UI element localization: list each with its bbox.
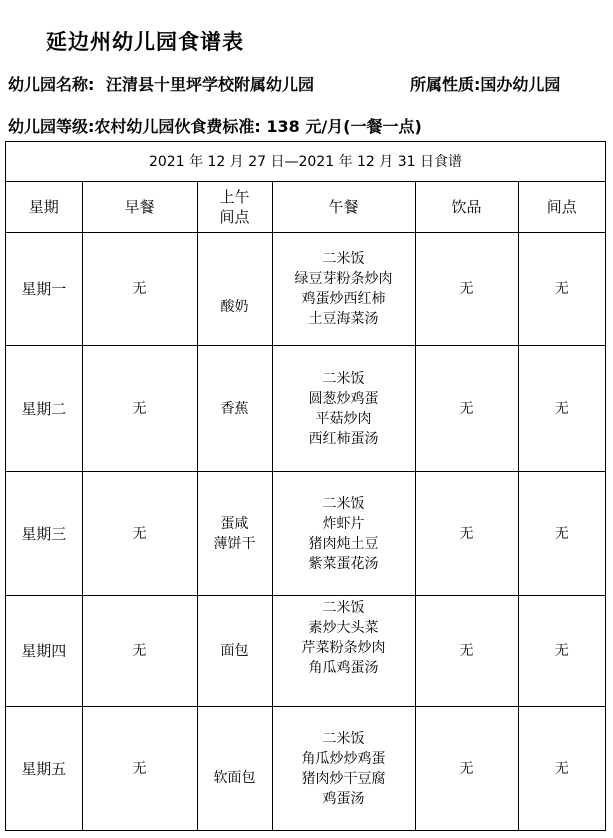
- table-row: [6, 596, 605, 707]
- snack-cell: 无: [518, 596, 605, 707]
- lunch-cell: [272, 596, 415, 707]
- lunch-item: 角瓜鸡蛋汤: [308, 660, 379, 676]
- header-lunch: 午餐: [272, 182, 415, 233]
- day-cell: 星期三: [6, 472, 82, 596]
- table-row: [6, 472, 605, 596]
- am-snack-cell: [197, 472, 272, 596]
- am-snack-cell: [197, 707, 272, 831]
- header-day: 星期: [6, 182, 82, 233]
- menu-table-frame: [5, 141, 606, 831]
- drink-cell: 无: [415, 346, 518, 472]
- snack-cell: 无: [518, 707, 605, 831]
- lunch-item: 芹菜粉条炒肉: [301, 640, 386, 656]
- table-row: [6, 346, 605, 472]
- breakfast-cell: 无: [82, 707, 197, 831]
- lunch-cell: [272, 233, 415, 346]
- lunch-item: 二米饭: [322, 251, 365, 267]
- lunch-item: 二米饭: [322, 495, 365, 512]
- am-snack-cell: [197, 596, 272, 707]
- lunch-item: 二米饭: [322, 370, 365, 387]
- lunch-item: 圆葱炒鸡蛋: [308, 390, 379, 407]
- grade-fee-line: 幼儿园等级:农村幼儿园伙食费标准: 138 元/月(一餐一点): [8, 117, 422, 136]
- lunch-item: 二米饭: [322, 600, 365, 616]
- kindergarten-name: 汪清县十里坪学校附属幼儿园: [105, 75, 314, 94]
- page-title: 延边州幼儿园食谱表: [46, 30, 244, 54]
- header-breakfast: 早餐: [82, 182, 197, 233]
- header-drink: 饮品: [415, 182, 518, 233]
- lunch-cell: [272, 472, 415, 596]
- snack-cell: 无: [518, 233, 605, 346]
- am-snack-item: 蛋咸: [220, 515, 249, 532]
- lunch-item: 素炒大头菜: [308, 620, 379, 636]
- lunch-item: 土豆海菜汤: [308, 311, 379, 327]
- nature-line: [410, 72, 560, 95]
- header-row: [6, 182, 605, 233]
- breakfast-cell: 无: [82, 596, 197, 707]
- lunch-item: 绿豆芽粉条炒肉: [294, 271, 393, 287]
- drink-cell: 无: [415, 707, 518, 831]
- am-snack-item: 面包: [220, 643, 249, 659]
- lunch-item: 二米饭: [322, 730, 365, 747]
- drink-cell: 无: [415, 596, 518, 707]
- date-row: [6, 142, 605, 182]
- breakfast-cell: 无: [82, 346, 197, 472]
- breakfast-cell: 无: [82, 472, 197, 596]
- lunch-cell: [272, 346, 415, 472]
- nature-value: 国办幼儿园: [480, 75, 561, 94]
- lunch-item: 西红柿蛋汤: [308, 430, 379, 447]
- lunch-item: 角瓜炒炒鸡蛋: [301, 750, 386, 767]
- day-cell: 星期一: [6, 233, 82, 346]
- table-row: [6, 707, 605, 831]
- menu-table: [6, 142, 605, 831]
- lunch-item: 炸虾片: [322, 515, 365, 532]
- lunch-cell: [272, 707, 415, 831]
- kindergarten-label: 幼儿园名称:: [8, 75, 95, 94]
- header-am-snack: [197, 182, 272, 233]
- am-snack-item: 软面包: [213, 769, 256, 786]
- am-snack-cell: [197, 233, 272, 346]
- am-snack-item: 酸奶: [220, 299, 249, 315]
- day-cell: 星期四: [6, 596, 82, 707]
- day-cell: 星期五: [6, 707, 82, 831]
- am-snack-item: 香蕉: [220, 400, 249, 417]
- lunch-item: 鸡蛋炒西红柿: [301, 291, 386, 307]
- day-cell: 星期二: [6, 346, 82, 472]
- header-am-snack-line2: 间点: [219, 208, 250, 226]
- drink-cell: 无: [415, 233, 518, 346]
- date-range: 2021 年 12 月 27 日—2021 年 12 月 31 日食谱: [6, 142, 605, 182]
- lunch-item: 鸡蛋汤: [322, 790, 365, 807]
- kindergarten-name-line: [8, 72, 314, 95]
- header-snack: 间点: [518, 182, 605, 233]
- nature-label: 所属性质:: [410, 75, 481, 94]
- drink-cell: 无: [415, 472, 518, 596]
- am-snack-cell: [197, 346, 272, 472]
- lunch-item: 猪肉炒干豆腐: [301, 770, 386, 787]
- snack-cell: 无: [518, 472, 605, 596]
- lunch-item: 平菇炒肉: [315, 410, 372, 427]
- header-am-snack-line1: 上午: [219, 188, 250, 206]
- lunch-item: 紫菜蛋花汤: [308, 555, 379, 572]
- lunch-item: 猪肉炖土豆: [308, 535, 379, 552]
- breakfast-cell: 无: [82, 233, 197, 346]
- snack-cell: 无: [518, 346, 605, 472]
- table-row: [6, 233, 605, 346]
- am-snack-item: 薄饼干: [213, 535, 256, 552]
